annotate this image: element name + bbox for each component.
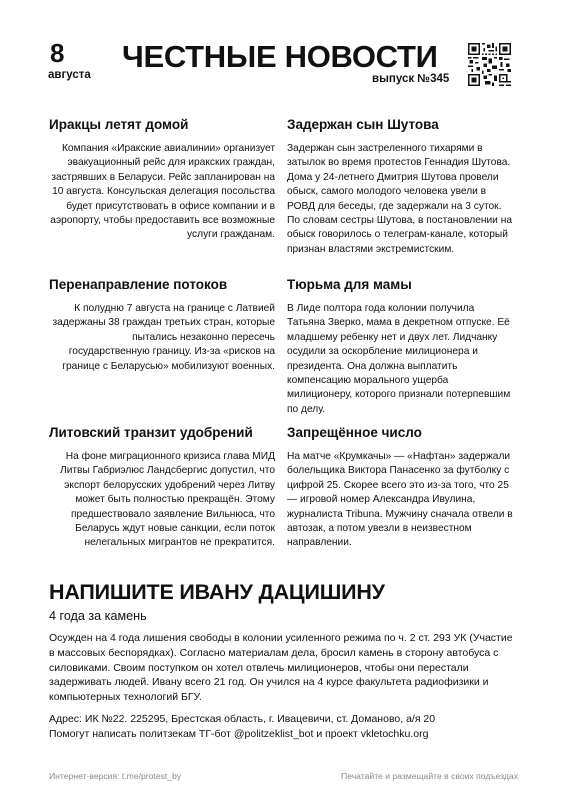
article-title: Задержан сын Шутова (287, 117, 439, 132)
newspaper-title: ЧЕСТНЫЕ НОВОСТИ (122, 39, 438, 74)
article-border-flows (49, 277, 275, 374)
article-shutov-son (287, 117, 513, 257)
issue-number: выпуск №345 (372, 73, 450, 85)
article-title: Тюрьма для мамы (287, 277, 412, 292)
article-text: К полудню 7 августа на границе с Латвией задержаны 38 граждан третьих стран, которые пытались незаконно пересечь государственную границу. Из-за «рисков на границе с Беларусью» мобилизуют военных. (52, 303, 275, 372)
qr-code-icon (468, 43, 511, 86)
appeal-heading: НАПИШИТЕ ИВАНУ ДАЦИШИНУ (49, 580, 385, 604)
help-note: Помогут написать политзекам ТГ-бот @politzeklist_bot и проект vkletochku.org (49, 727, 429, 740)
article-forbidden-number (287, 425, 513, 551)
article-title: Запрещённое число (287, 425, 422, 440)
issue-day: 8 (50, 38, 65, 68)
issue-month: августа (48, 69, 91, 81)
article-text: Задержан сын застреленного тихарями в затылок во время протестов Геннадия Шутова. Дома у 24-летнего Дмитрия Шутова провели обыск, самого молодого человека увели в РОВД для беседы, где задержали на 3 суток. По словам сестры Шутова, в постановлении на обыск говорилось о телеграм-канале, который признан властями экстремистским. (287, 143, 512, 255)
article-title: Литовский транзит удобрений (49, 425, 253, 440)
appeal-text: Осужден на 4 года лишения свободы в колонии усиленного режима по ч. 2 ст. 293 УК (Участие в массовых беспорядках). Согласно материалам дела, бросил камень в сторону автобуса с силовиками. Своим поступком он хотел отвлечь милиционеров, чтобы они перестали задерживать людей. Ивану всего 21 год. Он учился на 4 курсе факультета радиофизики и компьютерных технологий БГУ. (49, 632, 513, 704)
article-title: Иракцы летят домой (49, 117, 189, 132)
article-text: Компания «Иракские авиалинии» организует эвакуационный рейс для иракских граждан, застрявших в Беларуси. Рейс запланирован на 10 августа. Консульская делегация посольства будет присутствовать в офисе компании и в аэропорту, чтобы предоставить все возможные услуги гражданам. (50, 143, 275, 241)
article-text: На матче «Крумкачы» — «Нафтан» задержали болельщика Виктора Панасенко за футболку с цифрой 25. Скорее всего это из-за того, что 25 — игровой номер Александра Ивулина, журналиста Tribuna. Мужчину сначала отвели в автозак, а потом увезли в неизвестном направлении. (287, 451, 513, 549)
appeal-subheading: 4 года за камень (49, 609, 147, 623)
footer-print-note: Печатайте и размещайте в своих подъездах (341, 771, 518, 781)
footer-web-link: Интернет-версия: t.me/protest_by (49, 771, 182, 781)
article-text: На фоне миграционного кризиса глава МИД Литвы Габриэлюс Ландсбергис допустил, что экспорт белорусских удобрений через Литву может быть полностью прекращён. Этому предшествовало заявление Вильнюса, что Беларусь ждут новые санкции, если поток нелегальных мигрантов не прекратится. (60, 451, 275, 549)
article-text: В Лиде полтора года колонии получила Татьяна Зверко, мама в декретном отпуске. Её младшему ребенку нет и двух лет. Лидчанку осудили за оскорбление милиционера и президента. Она должна выплатить компенсацию морального ущерба милиционеру, которого признали потерпевшим по делу. (287, 303, 511, 415)
article-title: Перенаправление потоков (49, 277, 228, 292)
prison-address: Адрес: ИК №22. 225295, Брестская область, г. Ивацевичи, ст. Доманово, а/я 20 (49, 713, 436, 725)
article-iraqi-flight (49, 117, 275, 243)
appeal-contacts (49, 712, 519, 742)
article-prison-mother (287, 277, 513, 417)
article-fertilizer-transit (49, 425, 275, 551)
